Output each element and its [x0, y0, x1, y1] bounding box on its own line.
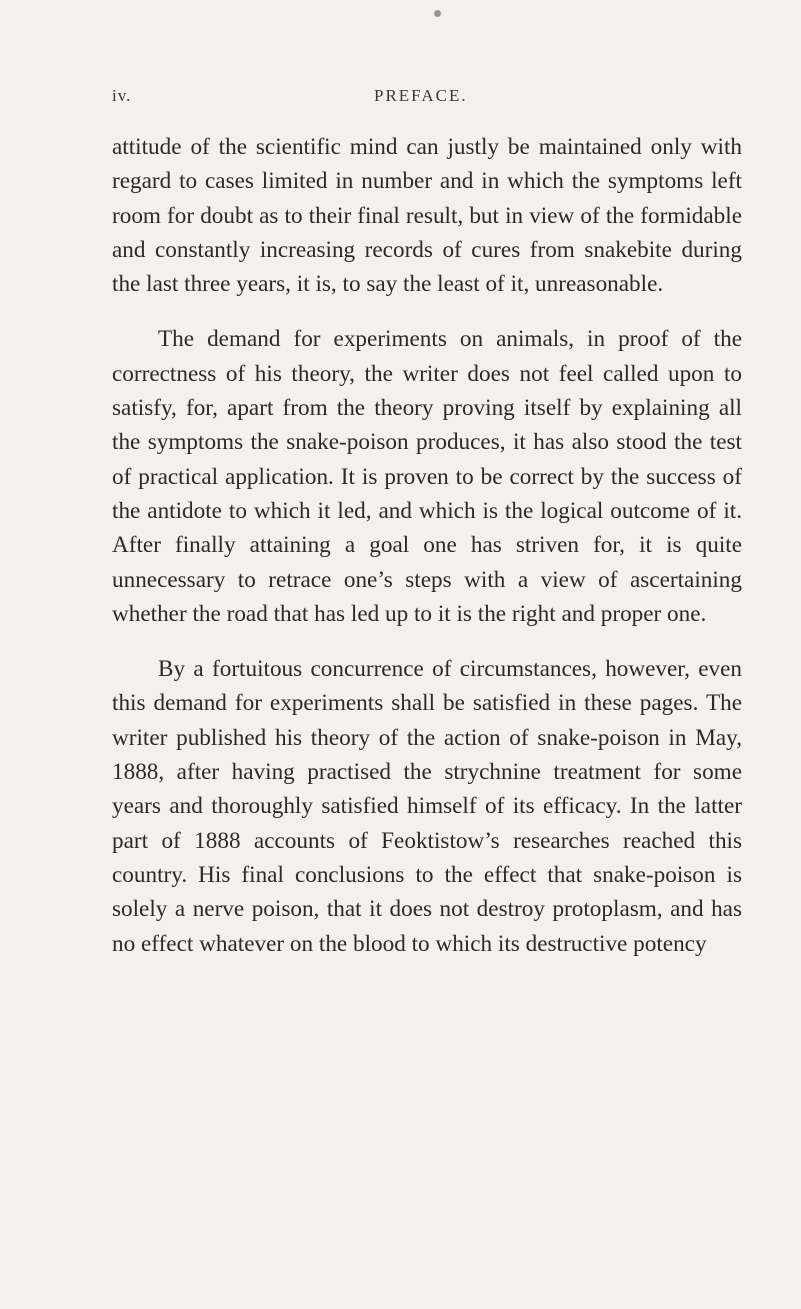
paragraph-continuation: attitude of the scientific mind can justly be maintained only with regard to cases limited in number and in which the symptoms left room for doubt as to their final result, but in view of the formidable and constantly increasing records of cures from snakebite during the last three years, it is, to say the least of it, unreasonable.	[112, 134, 742, 298]
running-title: PREFACE.	[374, 86, 468, 105]
page-header	[112, 86, 734, 110]
page-number: iv.	[112, 86, 132, 105]
ink-speck	[434, 10, 441, 17]
paragraph-fortuitous-concurrence: By a fortuitous concurrence of circumstances, however, even this demand for experiments shall be satisfied in these pages. The writer published his theory of the action of snake-poison in May, 1888, after having practised the strychnine treatment for some years and thoroughly satisfied himself of its efficacy. In the latter part of 1888 accounts of Feoktistow’s researches reached this country. His final conclusions to the effect that snake-poison is solely a nerve poison, that it does not destroy protoplasm, and has no effect whatever on the blood to which its destructive potency	[112, 656, 742, 957]
body-text	[112, 130, 742, 982]
paragraph-experiments-demand: The demand for experiments on animals, in proof of the correctness of his theory, the writer does not feel called upon to satisfy, for, apart from the theory proving itself by explaining all the symptoms the snake-poison produces, it has also stood the test of practical application. It is proven to be correct by the success of the antidote to which it led, and which is the logical outcome of it. After finally attaining a goal one has striven for, it is quite unnecessary to retrace one’s steps with a view of ascertaining whether the road that has led up to it is the right and proper one.	[112, 326, 742, 627]
